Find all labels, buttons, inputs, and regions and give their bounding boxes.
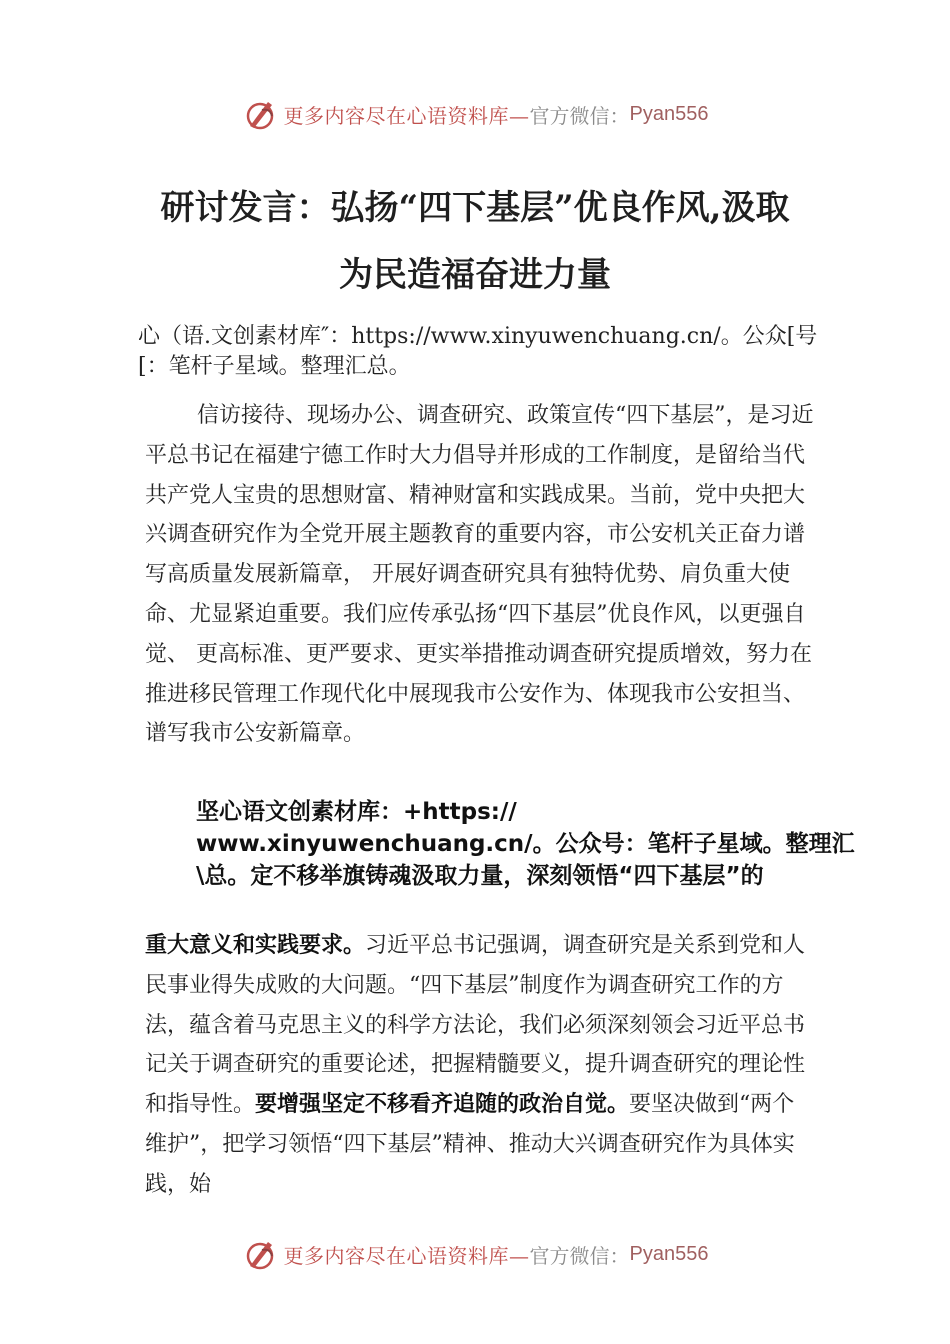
paragraph-2-bold-lead: 重大意义和实践要求。	[145, 933, 366, 958]
section-heading: 坚心语文创素材库：+https:// www.xinyuwenchuang.cn/。公众号：笔杆子星域。整理汇\总。定不移举旗铸魂汲取力量，深刻领悟“四下基层”的	[196, 799, 855, 889]
banner-wechat-id: Pyan556	[629, 102, 709, 125]
top-banner	[0, 92, 950, 136]
paragraph-2-text-2: 要坚决做到“两个维护”，把学习领悟“四下基层”精神、推动大兴调查研究作为具体实践，始	[145, 1092, 795, 1197]
pen-logo-icon	[242, 1236, 278, 1272]
paragraph-2	[145, 926, 815, 1205]
document-title-line-2: 为民造福奋进力量	[339, 255, 611, 295]
paragraph-2-text-1: 习近平总书记强调，调查研究是关系到党和人民事业得失成败的大问题。“四下基层”制度作为调查研究工作的方法，蕴含着马克思主义的科学方法论，我们必须深刻领会习近平总书记关于调查研究的重要论述，把握精髓要义，提升调查研究的理论性和指导性。	[145, 933, 806, 1118]
bottom-banner	[0, 1232, 950, 1276]
banner-wechat-label: 官方微信：	[529, 1243, 630, 1268]
paragraph-2-bold-point: 要增强坚定不移看齐追随的政治自觉。	[255, 1092, 630, 1118]
banner-wechat-id: Pyan556	[629, 1242, 709, 1265]
source-line: 心（语.文创素材库″：https://www.xinyuwenchuang.cn/。公众[号[：笔杆子星域。整理汇总。	[138, 324, 818, 379]
paragraph-1: 信访接待、现场办公、调查研究、政策宣传“四下基层”，是习近平总书记在福建宁德工作时大力倡导并形成的工作制度，是留给当代共产党人宝贵的思想财富、精神财富和实践成果。当前，党中央把大兴调查研究作为全党开展主题教育的重要内容，市公安机关正奋力谱写高质量发展新篇章， 开展好调查研究具有独特优势、肩负重大使命、尤显紧迫重要。我们应传承弘扬“四下基层”优良作风，以更强自觉、 更高标准、更严要求、更实举措推动调查研究提质增效，努力在推进移民管理工作现代化中展现我市公安作为、体现我市公安担当、谱写我市公安新篇章。	[145, 403, 814, 747]
banner-wechat-label: 官方微信：	[529, 103, 630, 128]
banner-text: 更多内容尽在心语资料库—	[283, 1243, 530, 1268]
pen-logo-icon	[242, 96, 278, 132]
banner-text: 更多内容尽在心语资料库—	[283, 103, 530, 128]
document-title-line-1: 研讨发言：弘扬“四下基层”优良作风,汲取	[160, 188, 790, 228]
